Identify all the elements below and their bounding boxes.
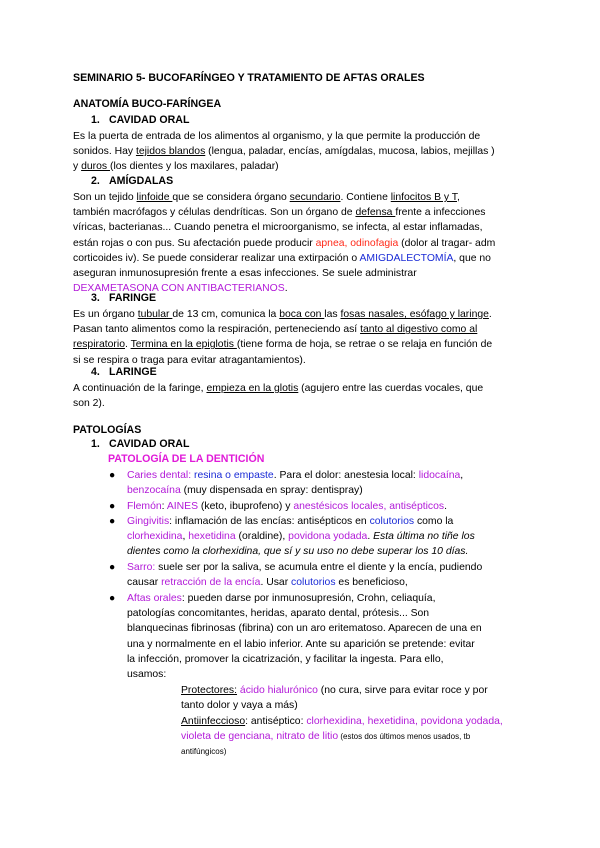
text: A continuación de la faringe, xyxy=(73,383,207,394)
text: (dolor al tragar- adm xyxy=(398,237,496,249)
text: Esta última no tiñe los xyxy=(373,531,475,543)
text: . xyxy=(284,283,288,295)
anatomia-section-2 xyxy=(91,175,173,187)
text: las xyxy=(324,309,341,320)
text: aseguran inmunosupresión frente a esas infecciones. Se suele administrar xyxy=(73,267,417,279)
text: tanto al digestivo como al xyxy=(360,324,478,336)
text: tanto dolor y vaya a más) xyxy=(181,700,298,712)
text: (oraldine), xyxy=(235,531,289,543)
text: linfocitos B y T xyxy=(390,192,457,203)
text: suele ser por la saliva, se acumula entre el diente y la encía, pudiendo xyxy=(155,562,483,573)
section-number: 2. xyxy=(91,175,100,187)
text: apnea, odinofagia xyxy=(315,237,399,249)
text: : pueden darse por inmunosupresión, Crohn, celiaquía, xyxy=(181,593,436,604)
text: tubular xyxy=(137,309,173,320)
bullet-icon: ● xyxy=(109,562,116,573)
text: clorhexidina, hexetidina, povidona yodada, xyxy=(306,716,503,727)
text: (no cura, sirve para evitar roce y por xyxy=(317,685,488,696)
text: : inflamación de las encías: antisépticos en xyxy=(169,516,370,527)
text: Son un tejido xyxy=(73,192,137,203)
antiinfeccioso-item xyxy=(181,714,531,760)
text: están rojas o con pus. Su afectación puede producir xyxy=(73,237,316,249)
text: linfoide xyxy=(136,192,173,203)
text: Aftas orales xyxy=(127,593,182,604)
text: . xyxy=(124,339,131,351)
text: . Usar xyxy=(260,577,292,589)
text: povidona yodada xyxy=(288,531,368,543)
laringe-paragraph xyxy=(73,381,533,411)
text: (muy dispensada en spray: dentispray) xyxy=(180,485,363,497)
text: retracción de la encía xyxy=(161,577,261,589)
text: hexetidina xyxy=(188,531,236,543)
text: colutorios xyxy=(369,516,415,527)
document-title: SEMINARIO 5- BUCOFARÍNGEO Y TRATAMIENTO DE AFTAS ORALES xyxy=(73,72,425,84)
text: AINES xyxy=(166,501,199,512)
text: (agujero entre las cuerdas vocales, que xyxy=(298,383,484,394)
text: : antiséptico: xyxy=(245,716,307,727)
bullet-icon: ● xyxy=(109,516,116,527)
text: , que no xyxy=(453,252,491,264)
section-number: 1. xyxy=(91,114,100,126)
section-title: AMÍGDALAS xyxy=(109,175,174,187)
text: (estos dos últimos menos usados, tb xyxy=(338,732,471,742)
protectores-item xyxy=(181,683,531,713)
text: DEXAMETASONA CON ANTIBACTERIANOS xyxy=(73,283,285,295)
text: la infección, promover la cicatrización, y facilitar la ingesta. Para ello, xyxy=(127,653,444,665)
text: empieza en la glotis xyxy=(206,383,299,394)
patologias-section-1 xyxy=(91,438,189,450)
anatomia-section-4 xyxy=(91,366,157,378)
section-title: LARINGE xyxy=(109,366,157,378)
text: . Contiene xyxy=(340,192,391,203)
section-number: 3. xyxy=(91,292,100,304)
text: secundario xyxy=(289,192,341,203)
text: dientes como la clorhexidina, que sí y su uso no debe superar los 10 días. xyxy=(127,546,469,558)
anatomia-section-3 xyxy=(91,292,156,304)
amigdalas-paragraph: Son un tejido linfoide que se considera órgano secundario. Contiene linfocitos B y T, también macrófagos y células dendríticas. Son un órgano de defensa frente a infecciones víricas, bacterianas... Cuando penetra el microorganismo, se infecta, al estar inflamadas, están rojas o con pus. Su afectación puede producir apnea, odinofagia (dolor al tragar- adm corticoides iv). Se puede considerar realizar una extirpación o AMIGDALECTOMÍA, que no aseguran inmunosupresión frente a esas infecciones. Se suele administrar DEXAMETASONA CON ANTIBACTERIANOS. xyxy=(73,192,496,295)
text: si se respira o traga para evitar atragantamientos). xyxy=(73,354,306,366)
text: Flemón xyxy=(127,501,162,512)
anatomia-section-1 xyxy=(91,114,189,126)
text: benzocaína xyxy=(127,485,181,497)
bullet-icon: ● xyxy=(109,593,116,604)
text: (lengua, paladar, encías, amígdalas, mucosa, labios, mejillas ) xyxy=(205,146,495,158)
text: de 13 cm, comunica la xyxy=(172,309,280,320)
text: Es un órgano xyxy=(73,309,138,320)
list-item-caries: ● Caries dental: resina o empaste. Para el dolor: anestesia local: lidocaína, benzocaína (muy dispensada en spray: dentispray) xyxy=(109,470,464,497)
faringe-paragraph: Es un órgano tubular de 13 cm, comunica la boca con las fosas nasales, esófago y laringe. Pasan tanto alimentos como la respiración, perteneciendo así tanto al digestivo como al respiratorio. Termina en la epiglotis (tiene forma de hoja, se retrae o se relaja en función de si se respira o traga para evitar atragantamientos). xyxy=(73,309,493,366)
list-item-sarro xyxy=(109,560,527,590)
text: AMIGDALECTOMÍA xyxy=(359,252,454,264)
text: Pasan tanto alimentos como la respiración, perteneciendo así xyxy=(73,324,361,336)
text: defensa xyxy=(355,207,396,219)
text: usamos: xyxy=(127,668,167,680)
list-item-gingivitis xyxy=(109,514,527,560)
cavidad-oral-paragraph xyxy=(73,129,533,175)
list-item-flemon: ● Flemón: AINES (keto, ibuprofeno) y anestésicos locales, antisépticos. xyxy=(127,499,527,514)
text: duros xyxy=(81,161,110,173)
text: boca con xyxy=(279,309,325,320)
text: fosas nasales, esófago y laringe xyxy=(340,309,489,320)
text: . Para el dolor: anestesia local: xyxy=(273,470,419,481)
text: ácido hialurónico xyxy=(239,685,318,696)
text: y xyxy=(73,161,82,173)
text: como la xyxy=(414,516,454,527)
section-number: 1. xyxy=(91,438,100,450)
text: lidocaína xyxy=(418,470,461,481)
text: violeta de genciana, nitrato de litio xyxy=(181,731,339,743)
section-title: CAVIDAD ORAL xyxy=(109,438,190,450)
section-number: 4. xyxy=(91,366,100,378)
text: (keto, ibuprofeno) y xyxy=(198,501,294,512)
text: (los dientes y los maxilares, paladar) xyxy=(109,161,279,173)
text: blanquecinas fibrinosas (fibrina) con un aro eritematoso. Aparecen de una en xyxy=(127,623,482,635)
bullet-icon: ● xyxy=(109,470,116,481)
text: es beneficioso, xyxy=(335,577,408,589)
text: colutorios xyxy=(291,577,336,589)
text: frente a infecciones xyxy=(395,207,486,219)
section-title: FARINGE xyxy=(109,292,157,304)
text: Termina en la epiglotis xyxy=(130,339,237,351)
text: Antiinfeccioso xyxy=(181,716,246,727)
text: (tiene forma de hoja, se retrae o se relaja en función de xyxy=(236,339,493,351)
text: Protectores: xyxy=(181,685,238,696)
list-item-aftas xyxy=(109,591,527,682)
patologia-denticion-heading: PATOLOGÍA DE LA DENTICIÓN xyxy=(108,453,265,465)
text: antifúngicos) xyxy=(181,747,227,757)
text: una y normalmente en el labio inferior. Ante su aparición se pretende: evitar xyxy=(127,638,475,650)
text: : xyxy=(161,501,167,512)
text: clorhexidina xyxy=(127,531,183,543)
text: Es la puerta de entrada de los alimentos al organismo, y la que permite la producción de xyxy=(73,131,481,142)
text: Caries dental: xyxy=(127,470,194,481)
text: corticoides iv). Se puede considerar realizar una extirpación o xyxy=(73,252,360,264)
text: resina o empaste xyxy=(194,470,274,481)
text: Gingivitis xyxy=(127,516,170,527)
text: que se considera órgano xyxy=(172,192,290,203)
section-title: CAVIDAD ORAL xyxy=(109,114,190,126)
text: son 2). xyxy=(73,398,105,410)
text: sonidos. Hay xyxy=(73,146,136,158)
text: , xyxy=(182,531,189,543)
text: también macrófagos y células dendríticas. Son un órgano de xyxy=(73,207,356,219)
text: tejidos blandos xyxy=(135,146,206,158)
text: respiratorio xyxy=(73,339,125,351)
text: . xyxy=(367,531,374,543)
text: patologías concomitantes, heridas, aparato dental, prótesis... Son xyxy=(127,608,430,620)
text: víricas, bacterianas... Cuando penetra el microorganismo, se infecta, al estar inflamadas, xyxy=(73,222,483,234)
patologias-heading: PATOLOGÍAS xyxy=(73,424,142,436)
text: Sarro: xyxy=(127,562,156,573)
text: causar xyxy=(127,577,162,589)
text: anestésicos locales, antisépticos xyxy=(293,501,445,512)
bullet-icon: ● xyxy=(109,501,116,512)
anatomia-heading: ANATOMÍA BUCO-FARÍNGEA xyxy=(73,98,222,110)
